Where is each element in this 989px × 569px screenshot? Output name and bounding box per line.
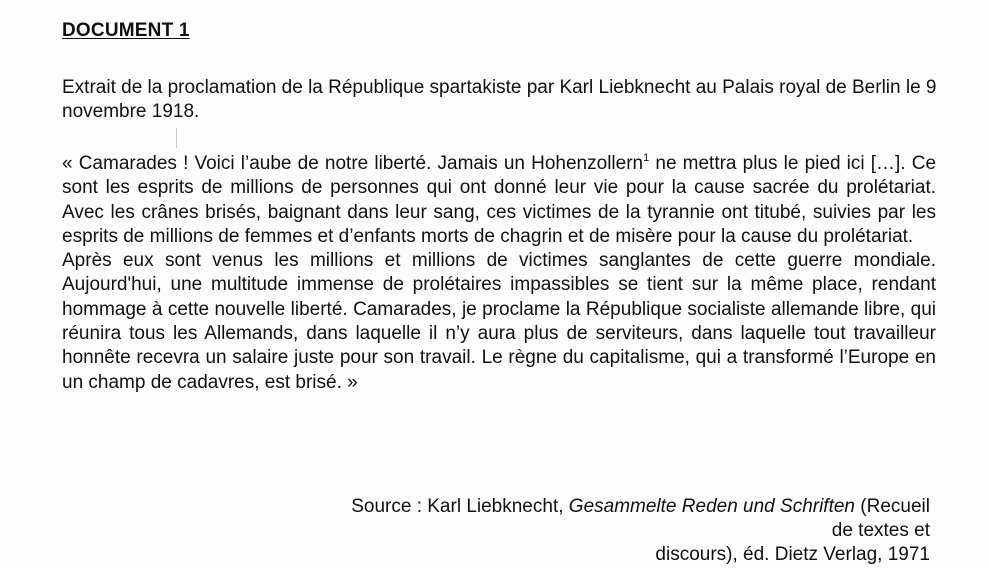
source-citation — [330, 495, 930, 567]
scan-mark — [176, 128, 177, 148]
document-title: DOCUMENT 1 — [62, 20, 190, 41]
footnote-reference: 1 — [643, 152, 650, 164]
source-line-2: discours), éd. Dietz Verlag, 1971 — [655, 544, 930, 565]
source-line-1 — [330, 495, 930, 543]
quote-paragraph-2: Après eux sont venus les millions et millions de victimes sanglantes de cette guerre mondiale. Aujourd'hui, une multitude immense de prolétaires impassibles se tient sur la même place, rendant hommage à cette nouvelle liberté. Camarades, je proclame la République socialiste allemande libre, qui réunira tous les Allemands, dans laquelle il n’y aura plus de serviteurs, dans laquelle tout travailleur honnête recevra un salaire juste pour son travail. Le règne du capitalisme, qui a transformé l’Europe en un champ de cadavres, est brisé. » — [62, 250, 936, 393]
document-intro: Extrait de la proclamation de la République spartakiste par Karl Liebknecht au Palais royal de Berlin le 9 novembre 1918. — [62, 77, 937, 122]
quote-block — [62, 152, 936, 395]
quote-paragraph-1-start: « Camarades ! Voici l’aube de notre liberté. Jamais un Hohenzollern — [62, 153, 644, 174]
source-line-1-suffix: (Recueil de textes et — [831, 496, 930, 541]
quote-paragraph-1-end: ne mettra plus le pied ici […]. Ce sont les esprits de millions de personnes qui ont donné leur vie pour la cause sacrée du prolétariat. Avec les crânes brisés, baignant dans leur sang, ces victimes de la tyrannie ont titubé, suivies par les esprits de millions de femmes et d’enfants morts de chagrin et de misère pour la cause du prolétariat. — [62, 153, 937, 247]
source-work-title: Gesammelte Reden und Schriften — [568, 496, 856, 517]
quote-paragraph-1 — [62, 152, 936, 249]
source-prefix: Source : Karl Liebknecht, — [351, 496, 569, 517]
